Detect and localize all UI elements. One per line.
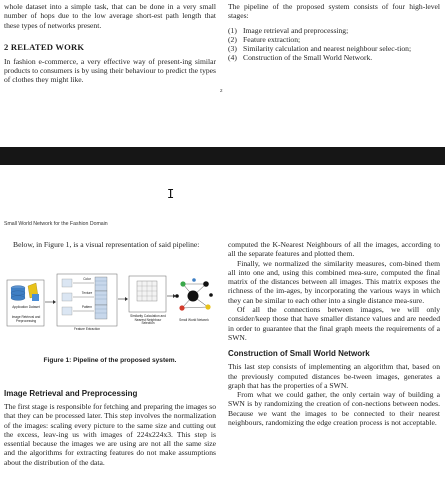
feature-texture-label: Texture bbox=[81, 291, 93, 295]
bottom-right-column bbox=[228, 240, 440, 427]
feature-color-label: Color bbox=[83, 277, 91, 281]
stage-text: Image retrieval and preprocessing; bbox=[243, 25, 349, 35]
stage-number: (2) bbox=[228, 34, 237, 44]
stage-text: Similarity calculation and nearest neighbour selec-tion; bbox=[243, 44, 412, 54]
stage4-label: Small World Network bbox=[179, 318, 209, 322]
network-graph-icon bbox=[175, 278, 213, 310]
database-icon bbox=[11, 286, 25, 301]
image-retrieval-text: The first stage is responsible for fetching and preparing the images so that they can be processed later. This step involves the normalization of the images: scaling every picture to the same size and cutting out the excess, leav-ing us with images of 224x224x3. This step is essential because the images we are using are not all the same size and the algorithms for extracting features do not make assumptions about the distribution of the data. bbox=[4, 402, 216, 467]
stage-list bbox=[228, 26, 440, 63]
knn-paragraph: computed the K-Nearest Neighbours of all the images, according to all the separate features and plotted them. bbox=[228, 240, 440, 259]
stage-text: Feature extraction; bbox=[243, 34, 301, 44]
swn-heading: Construction of Small World Network bbox=[228, 349, 370, 359]
stage-item bbox=[228, 35, 440, 44]
connections-paragraph: Of all the connections between images, we will only consider/keep those that have smaller distance values and are needed in order to guarantee that the final graph meets the requirements of a SWN. bbox=[228, 305, 440, 342]
stage-item bbox=[228, 44, 440, 53]
top-right-column bbox=[228, 2, 440, 63]
stage-item bbox=[228, 53, 440, 62]
pipeline-figure bbox=[6, 266, 214, 334]
swn-text-1: This last step consists of implementing an algorithm that, based on the previously computed distances be-tween images, generates a graph that has the properties of a SWN. bbox=[228, 362, 440, 390]
feature-pattern-label: Pattern bbox=[81, 305, 93, 309]
stage-item bbox=[228, 26, 440, 35]
figure-caption: Figure 1: Pipeline of the proposed system. bbox=[43, 357, 177, 364]
stage-number: (3) bbox=[228, 44, 237, 54]
top-right-intro: The pipeline of the proposed system consists of four high-level stages: bbox=[228, 2, 440, 21]
bottom-left-lower-column bbox=[4, 389, 216, 467]
figure-intro: Below, in Figure 1, is a visual representation of said pipeline: bbox=[13, 240, 200, 249]
stage1-label: Image Retrieval and Preprocessing bbox=[11, 315, 41, 323]
related-work-heading: 2 RELATED WORK bbox=[4, 41, 85, 52]
running-head: Small World Network for the Fashion Domain bbox=[4, 221, 108, 227]
similarity-matrix-icon bbox=[137, 281, 157, 301]
top-left-column bbox=[4, 2, 216, 85]
page-separator-band bbox=[0, 147, 445, 165]
top-left-intro: whole dataset into a simple task, that can be done in a very small number of hops due to the low average short-est path length that these types of networks present. bbox=[4, 2, 216, 30]
stage1-top-label: Application Dataset bbox=[12, 305, 40, 309]
stage-number: (4) bbox=[228, 53, 237, 63]
page-number: 2 bbox=[220, 88, 223, 93]
related-work-text: In fashion e-commerce, a very effective way of present-ing similar products to consumers is by using their behaviour to predict the types of clothes they might like. bbox=[4, 56, 216, 85]
text-cursor-icon: I bbox=[167, 187, 175, 201]
swn-text-2: From what we could gather, the only certain way of building a SWN is by randomizing the creation of con-nections between nodes. Because we want the images to be connected to their nearest neighbours, randomizing the edge creation process is not acceptable. bbox=[228, 390, 440, 428]
stage-text: Construction of the Small World Network. bbox=[243, 53, 373, 63]
pipeline-diagram bbox=[6, 266, 214, 334]
stage3-label: Similarity Calculation and Nearest Neighbour Selection bbox=[130, 314, 166, 326]
stage-number: (1) bbox=[228, 25, 237, 35]
stage2-label: Feature Extraction bbox=[73, 327, 101, 331]
image-retrieval-heading: Image Retrieval and Preprocessing bbox=[4, 389, 138, 398]
normalization-paragraph: Finally, we normalized the similarity measures, com-bined them all into one and, using this combined mea-sure, computed the final matrix of the distances between all images. This matrix exposes the richness of the im-ages, by incorporating the various ways in which they can be similar to each other into a single distance mea-sure. bbox=[228, 258, 440, 305]
bottom-left-column bbox=[4, 240, 216, 249]
